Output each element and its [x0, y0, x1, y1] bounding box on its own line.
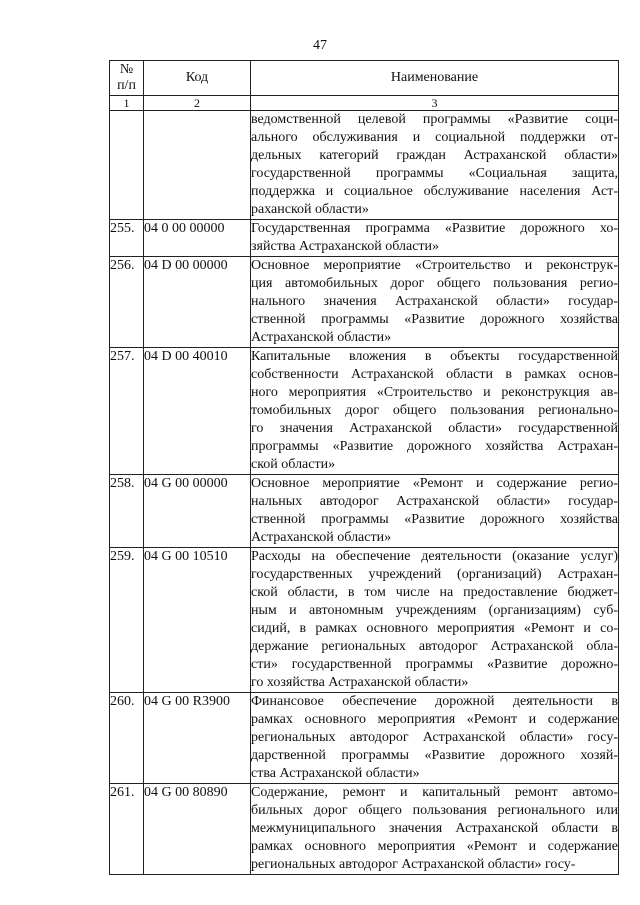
row-name-line: дельных категорий граждан Астраханской области»: [251, 148, 618, 163]
row-name: [251, 111, 619, 220]
row-name-line: го хозяйства Астраханской области»: [251, 675, 469, 690]
row-name: [251, 348, 619, 475]
table-body: [110, 111, 619, 875]
row-code: 04 G 00 10510: [144, 548, 251, 693]
row-name-line: ской области, в том числе на предоставление бюджет-: [251, 585, 618, 600]
budget-classification-table: [109, 60, 619, 875]
row-number: 260.: [110, 693, 144, 784]
row-name-line: рамках основного мероприятия «Ремонт и содержание: [251, 712, 618, 727]
row-code: 04 0 00 00000: [144, 220, 251, 257]
column-index: 2: [144, 96, 251, 111]
table-row: [110, 693, 619, 784]
header-name: [251, 61, 619, 96]
row-name-line: дарственной программы «Развитие дорожного хозяй-: [251, 748, 618, 763]
table-row: [110, 111, 619, 220]
row-name-line: бильных дорог общего пользования регионального или: [251, 803, 618, 818]
row-name-line: региональных автодорог Астраханской области» госу-: [251, 857, 576, 872]
row-code: [144, 111, 251, 220]
row-name-line: Астраханской области»: [251, 330, 392, 345]
row-code: 04 D 00 40010: [144, 348, 251, 475]
column-index-row: [110, 96, 619, 111]
header-number: [110, 61, 144, 96]
row-name: [251, 548, 619, 693]
row-code: 04 G 00 00000: [144, 475, 251, 548]
row-name-line: рамках основного мероприятия «Ремонт и содержание: [251, 839, 618, 854]
table-row: [110, 548, 619, 693]
row-name-line: собственности Астраханской области в рамках основ-: [251, 367, 618, 382]
row-name-line: раханской области»: [251, 202, 369, 217]
row-name-line: Основное мероприятие «Ремонт и содержание регио-: [251, 476, 618, 491]
row-name-line: ственной программы «Развитие дорожного хозяйства: [251, 312, 618, 327]
row-name: [251, 784, 619, 875]
row-name-line: ного мероприятия «Строительство и реконструкция ав-: [251, 385, 618, 400]
row-name-line: ция автомобильных дорог общего пользования регио-: [251, 276, 618, 291]
row-name-line: сти» государственной программы «Развитие дорожно-: [251, 657, 618, 672]
row-number: [110, 111, 144, 220]
row-name-line: ведомственной целевой программы «Развитие соци-: [251, 112, 618, 127]
row-name-line: ственной программы «Развитие дорожного хозяйства: [251, 512, 618, 527]
row-number: 257.: [110, 348, 144, 475]
table-row: [110, 475, 619, 548]
table-row: [110, 784, 619, 875]
row-name-line: ства Астраханской области»: [251, 766, 420, 781]
row-name-line: поддержка и социальное обслуживание населения Аст-: [251, 184, 618, 199]
header-number-label: № п/п: [117, 62, 136, 93]
table-row: [110, 348, 619, 475]
row-name-line: ального обслуживания и социальной поддержки от-: [251, 130, 618, 145]
row-name: [251, 257, 619, 348]
header-name-label: Наименование: [390, 70, 479, 85]
row-name-line: сидий, в рамках основного мероприятия «Ремонт и со-: [251, 621, 618, 636]
row-name-line: Государственная программа «Развитие дорожного хо-: [251, 221, 618, 236]
row-name-line: ской области»: [251, 457, 336, 472]
row-name-line: региональных автодорог Астраханской области» госу-: [251, 730, 618, 745]
row-number: 261.: [110, 784, 144, 875]
row-name-line: нальных автодорог Астраханской области» государ-: [251, 494, 618, 509]
row-name-line: зяйства Астраханской области»: [251, 239, 440, 254]
row-name-line: ным и автономным учреждениям (организациям) суб-: [251, 603, 618, 618]
row-name-line: Астраханской области»: [251, 530, 392, 545]
page-number: 47: [313, 38, 327, 53]
row-name-line: Расходы на обеспечение деятельности (оказание услуг): [251, 549, 618, 564]
row-name-line: Основное мероприятие «Строительство и реконструк-: [251, 258, 618, 273]
table-header-row: [110, 61, 619, 96]
table-row: [110, 257, 619, 348]
row-name-line: государственных учреждений (организаций) Астрахан-: [251, 567, 618, 582]
row-name-line: держание региональных автодорог Астраханской обла-: [251, 639, 618, 654]
header-code: [144, 61, 251, 96]
row-name-line: программы «Развитие дорожного хозяйства Астрахан-: [251, 439, 618, 454]
row-code: 04 G 00 80890: [144, 784, 251, 875]
column-index: 3: [251, 96, 619, 111]
row-code: 04 G 00 R3900: [144, 693, 251, 784]
row-name-line: томобильных дорог общего пользования регионально-: [251, 403, 618, 418]
row-name: [251, 220, 619, 257]
row-name: [251, 693, 619, 784]
row-name-line: Содержание, ремонт и капитальный ремонт автомо-: [251, 785, 618, 800]
header-code-label: Код: [185, 70, 209, 85]
row-number: 256.: [110, 257, 144, 348]
row-name: [251, 475, 619, 548]
row-name-line: Капитальные вложения в объекты государственной: [251, 349, 618, 364]
row-number: 259.: [110, 548, 144, 693]
column-index: 1: [110, 96, 144, 111]
row-number: 255.: [110, 220, 144, 257]
row-name-line: го значения Астраханской области» государственной: [251, 421, 618, 436]
row-name-line: межмуниципального значения Астраханской области в: [251, 821, 618, 836]
row-name-line: нального значения Астраханской области» государ-: [251, 294, 618, 309]
row-name-line: государственной программы «Социальная защита,: [251, 166, 618, 181]
row-code: 04 D 00 00000: [144, 257, 251, 348]
row-number: 258.: [110, 475, 144, 548]
row-name-line: Финансовое обеспечение дорожной деятельности в: [251, 694, 618, 709]
table-row: [110, 220, 619, 257]
